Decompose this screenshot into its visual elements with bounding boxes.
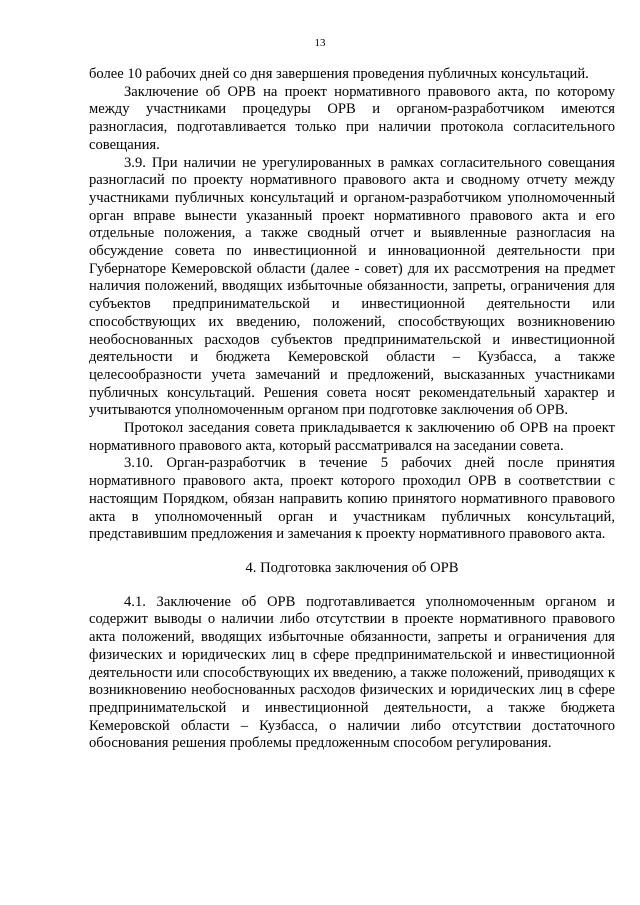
paragraph-3-10: 3.10. Орган-разработчик в течение 5 рабочих дней после принятия нормативного правового акта, проект которого проходил ОРВ в соответствии с настоящим Порядком, обязан направить копию принятого нормативного правового акта в уполномоченный орган и участникам публичных консультаций, представившим предложения и замечания к проекту нормативного правового акта. (89, 455, 615, 543)
document-body (89, 66, 615, 753)
paragraph-council-protocol: Протокол заседания совета прикладывается к заключению об ОРВ на проект нормативного правового акта, который рассматривался на заседании совета. (89, 420, 615, 454)
page-number: 13 (314, 37, 326, 49)
paragraph-3-9: 3.9. При наличии не урегулированных в рамках согласительного совещания разногласий по проекту нормативного правового акта и сводному отчету между участниками публичных консультаций и органом-разработчиком уполномоченный орган вправе вынести указанный проект нормативного правового акта и его отдельные положения, а также сводный отчет и выявленные разногласия на обсуждение совета по инвестиционной и инновационной деятельности при Губернаторе Кемеровской области (далее - совет) для их рассмотрения на предмет наличия положений, вводящих избыточные обязанности, запреты, ограничения для субъектов предпринимательской и инвестиционной деятельности или способствующих их введению, положений, способствующих возникновению необоснованных расходов субъектов предпринимательской и инвестиционной деятельности и бюджета Кемеровской области – Кузбасса, а также целесообразности учета замечаний и предложений, высказанных участниками публичных консультаций. Решения совета носят рекомендательный характер и учитываются уполномоченным органом при подготовке заключения об ОРВ. (89, 154, 615, 419)
paragraph-conclusion-disagreements: Заключение об ОРВ на проект нормативного правового акта, по которому между участниками процедуры ОРВ и органом-разработчиком имеются разногласия, подготавливается только при наличии протокола согласительного совещания. (89, 83, 615, 153)
paragraph-4-1: 4.1. Заключение об ОРВ подготавливается уполномоченным органом и содержит выводы о наличии либо отсутствии в проекте нормативного правового акта положений, вводящих избыточные обязанности, запреты и ограничения для физических и юридических лиц в сфере предпринимательской и инвестиционной деятельности или способствующих их введению, а также положений, приводящих к возникновению необоснованных расходов физических и юридических лиц в сфере предпринимательской и инвестиционной деятельности, а также бюджета Кемеровской области – Кузбасса, о наличии либо отсутствии достаточного обоснования решения проблемы предложенным способом регулирования. (89, 593, 615, 752)
section-heading: 4. Подготовка заключения об ОРВ (245, 559, 459, 576)
paragraph-continuation: более 10 рабочих дней со дня завершения проведения публичных консультаций. (89, 66, 589, 82)
